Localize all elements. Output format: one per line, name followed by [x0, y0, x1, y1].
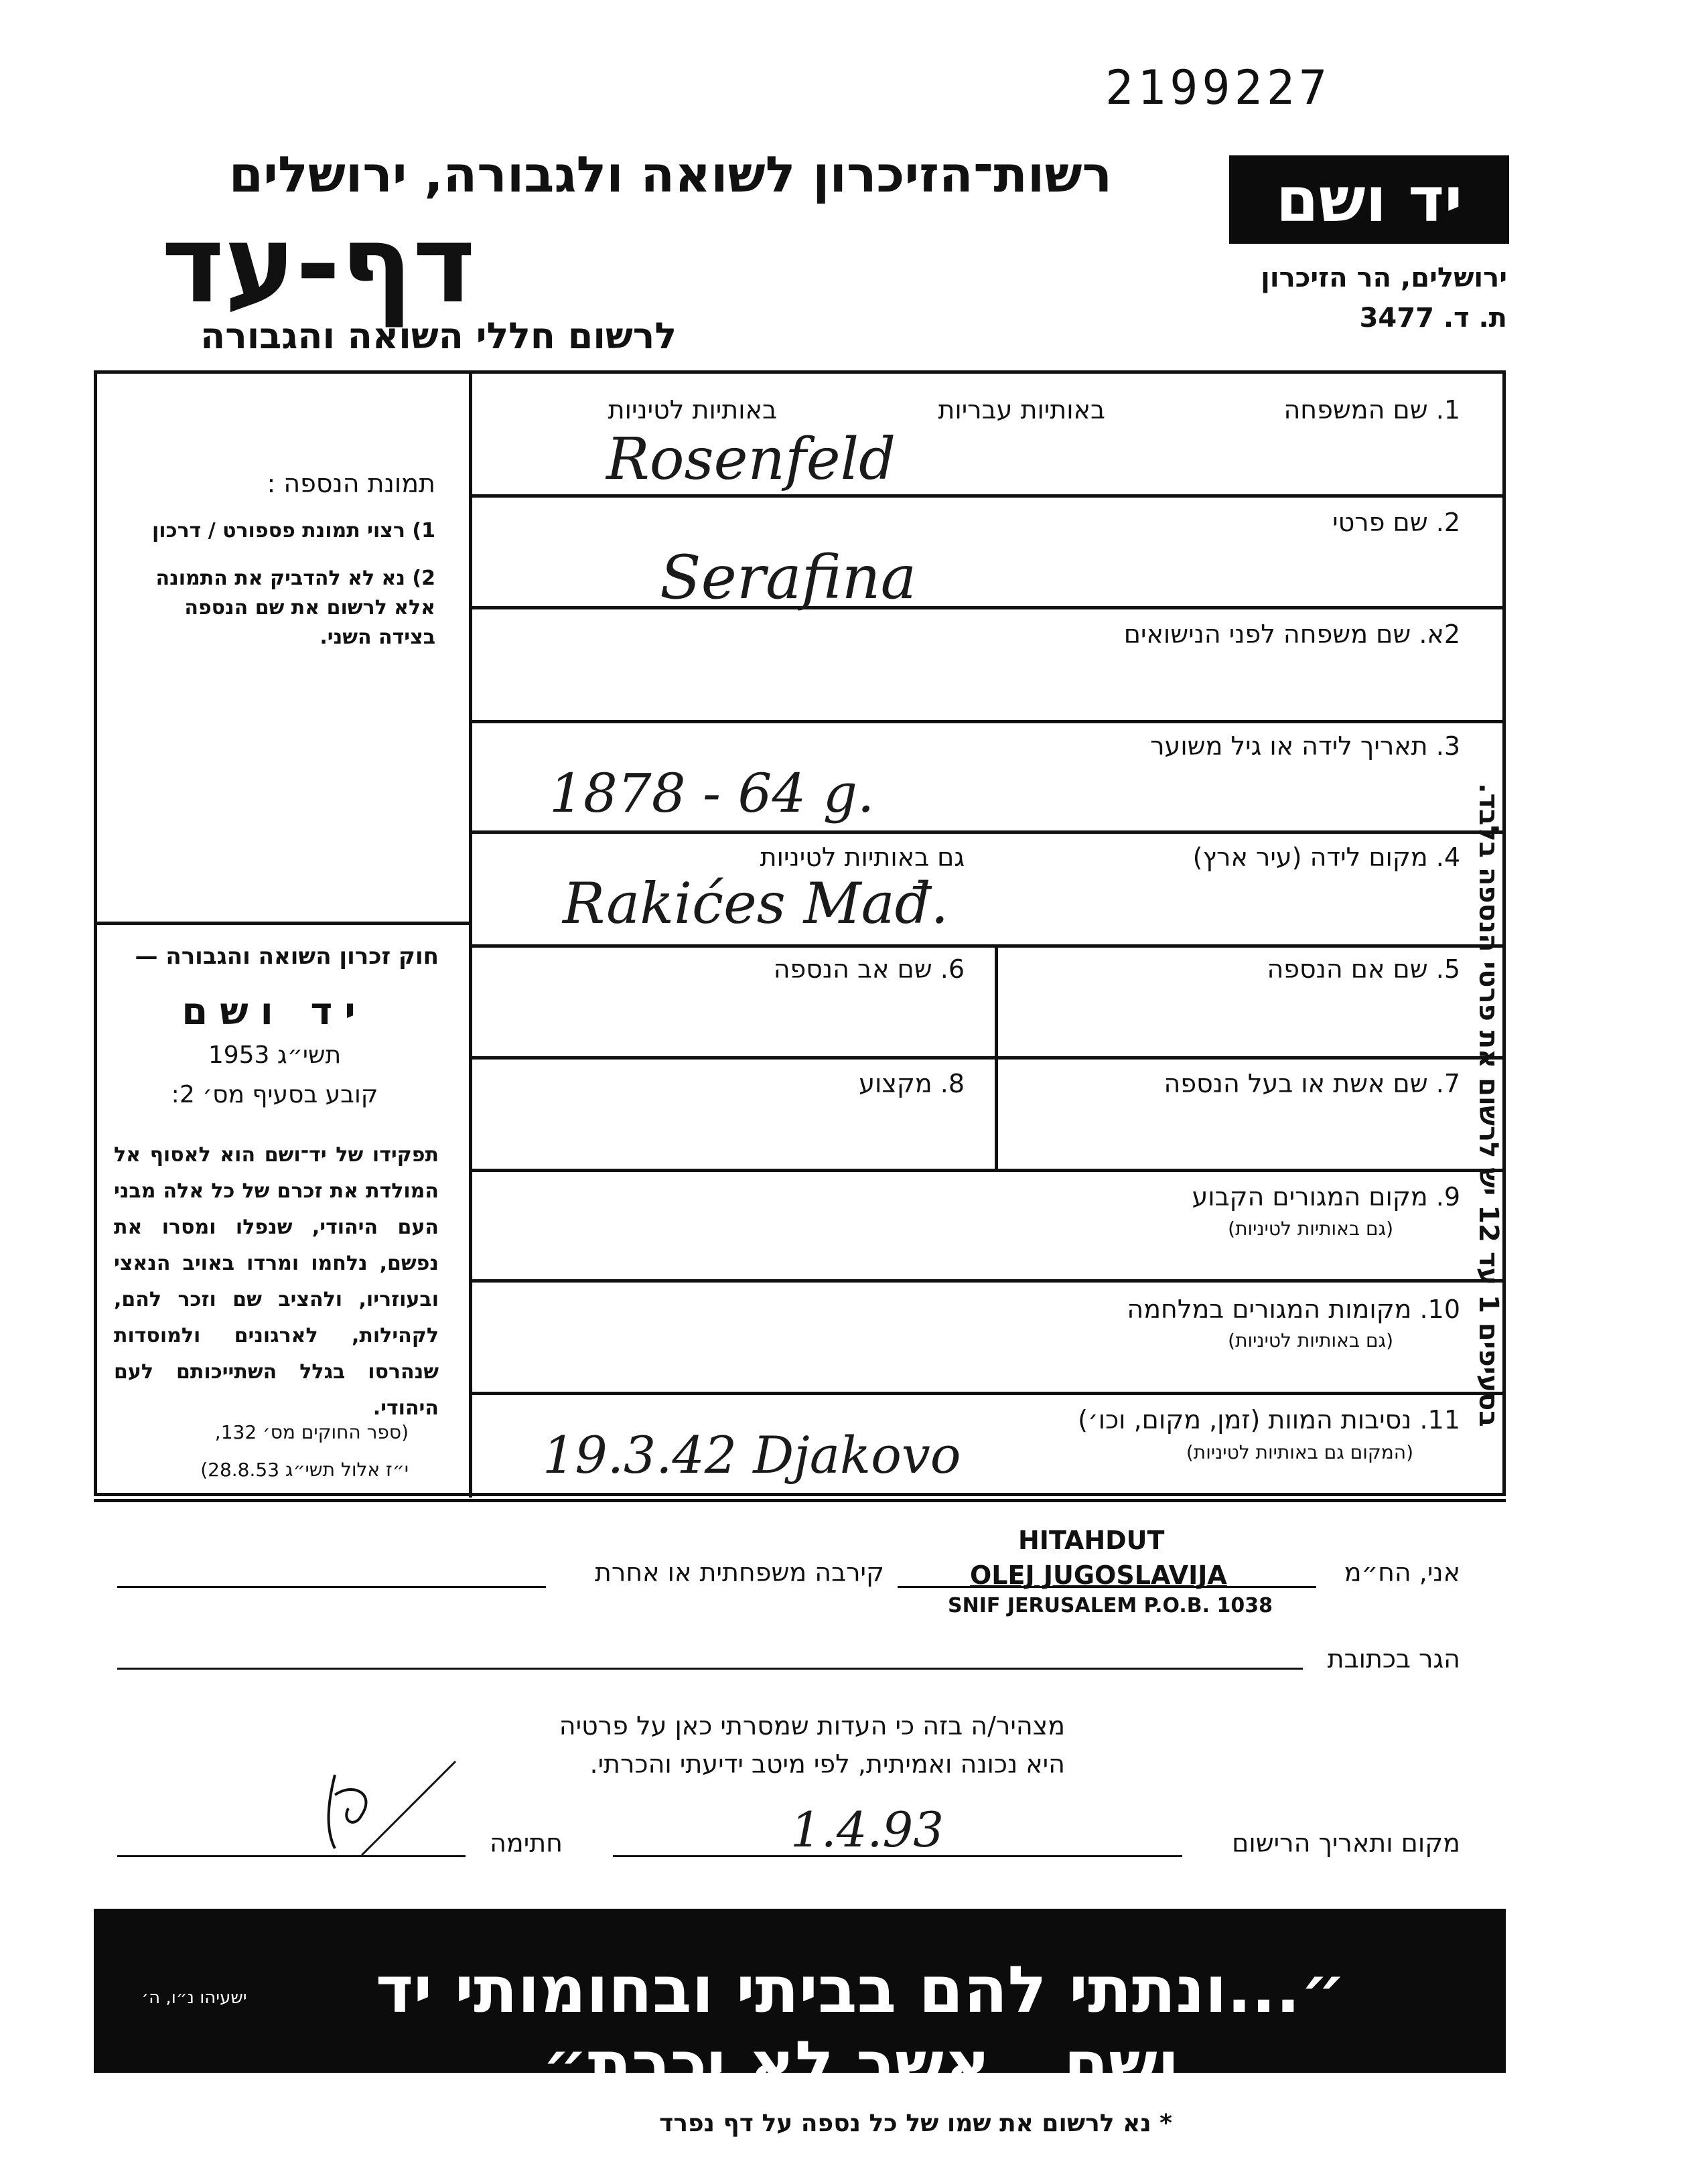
relation-line[interactable]: [117, 1586, 546, 1588]
field-birthplace-label: 4. מקום לידה (עיר ארץ): [1192, 843, 1460, 872]
stamp-line-2: OLEJ JUGOSLAVIJA: [970, 1560, 1227, 1590]
field-birthplace-value[interactable]: Rakićes Mađ.: [563, 871, 949, 936]
form-subtitle: לרשום חללי השואה והגבורה: [200, 315, 677, 357]
address-line: ירושלים, הר הזיכרון: [1261, 263, 1507, 293]
relation-label: קירבה משפחתית או אחרת: [594, 1558, 884, 1587]
law-heading: חוק זכרון השואה והגבורה —: [135, 943, 439, 970]
signature-label: חתימה: [490, 1828, 563, 1858]
field-permanent-residence-label: 9. מקום המגורים הקבוע: [1192, 1182, 1460, 1212]
form-title: דף-עד: [161, 202, 476, 327]
place-date-value[interactable]: 1.4.93: [790, 1802, 944, 1858]
column-divider: [469, 370, 472, 1498]
field-surname-latin-label: באותיות לטיניות: [608, 395, 777, 425]
law-source-date: י״ז אלול תשי״ג 28.8.53): [200, 1459, 409, 1481]
address-block: [1192, 258, 1507, 338]
law-year: תשי״ג 1953: [208, 1041, 342, 1069]
field-surname-value[interactable]: Rosenfeld: [606, 426, 896, 493]
law-text: תפקידו של יד־ושם הוא לאסוף אל המולדת את זכרם של כל אלה מבני העם היהודי, שנפלו ומסרו את נפשם, נלחמו ומרדו באויב הנאצי ובעוזריו, ולהציב שם וזכר להם, לקהילות, לארגונים ולמוסדות שנהרסו בגלל השתייכותם לעם היהודי.: [114, 1143, 439, 1420]
law-source: (ספר החוקים מס׳ 132,: [214, 1421, 409, 1443]
photo-note-2: 2) נא לא להדביק את התמונה אלא לרשום את שם הנספה בצידה השני.: [155, 567, 435, 649]
row-separator: [472, 830, 1506, 834]
form-number: 2199227: [1105, 60, 1332, 115]
banner-quote: ״...ונתתי להם בביתי ובחומותי יד ושם...אשר לא יכרת״: [375, 1952, 1346, 2102]
handwritten-signature: [288, 1755, 489, 1869]
row-separator: [472, 1169, 1506, 1172]
field-surname-label: 1. שם המשפחה: [1283, 395, 1460, 425]
field-birthplace-latin-label: גם באותיות לטיניות: [760, 843, 965, 872]
address-line-input[interactable]: [117, 1668, 1303, 1670]
banner-reference: ישעיהו נ״ו, ה׳: [141, 1988, 247, 2008]
bottom-note: * נא לרשום את שמו של כל נספה על דף נפרד: [659, 2110, 1172, 2137]
cell-divider: [995, 1056, 998, 1169]
field-birth-date-label: 3. תאריך לידה או גיל משוער: [1150, 731, 1460, 761]
row-separator: [472, 606, 1506, 609]
row-separator: [472, 720, 1506, 723]
place-date-label: מקום ותאריך הרישום: [1232, 1828, 1460, 1858]
row-separator: [472, 494, 1506, 498]
field-wartime-residence-sub: (גם באותיות לטיניות): [1228, 1329, 1393, 1352]
field-death-circumstances-label: 11. נסיבות המוות (זמן, מקום, וכו׳): [1078, 1405, 1460, 1435]
yad-vashem-logo: יד ושם: [1229, 155, 1509, 244]
photo-note-1: 1) רצוי תמונת פספורט / דרכון: [151, 519, 435, 542]
law-clause: קובע בסעיף מס׳ 2:: [171, 1081, 378, 1108]
org-title: רשות־הזיכרון לשואה ולגבורה, ירושלים: [228, 146, 1112, 204]
field-death-circumstances-sub: (המקום גם באותיות לטיניות): [1186, 1441, 1413, 1463]
left-panel-divider: [94, 922, 472, 925]
row-separator: [472, 1279, 1506, 1283]
law-title: יד ושם: [182, 990, 368, 1033]
field-first-name-label: 2. שם פרטי: [1332, 508, 1460, 537]
row-separator: [472, 944, 1506, 948]
photo-panel-title: תמונת הנספה :: [267, 469, 435, 498]
declaration-statement-2: היא נכונה ואמיתית, לפי מיטב ידיעתי והכרתי.: [589, 1749, 1065, 1779]
field-maiden-name-label: 2א. שם משפחה לפני הנישואים: [1123, 620, 1460, 649]
declarant-label: אני, הח״מ: [1344, 1558, 1460, 1587]
row-separator: [472, 1056, 1506, 1060]
stamp-line-3: SNIF JERUSALEM P.O.B. 1038: [948, 1594, 1273, 1617]
po-box: ת. ד. 3477: [1359, 303, 1507, 334]
field-mother-name-label: 5. שם אם הנספה: [1267, 954, 1460, 984]
row-separator: [472, 1392, 1506, 1395]
field-permanent-residence-sub: (גם באותיות לטיניות): [1228, 1218, 1393, 1240]
address-label: הגר בכתובת: [1327, 1644, 1460, 1674]
stamp-line-1: HITAHDUT: [1018, 1526, 1165, 1555]
field-father-name-label: 6. שם אב הנספה: [773, 954, 965, 984]
field-profession-label: 8. מקצוע: [859, 1069, 965, 1098]
field-spouse-name-label: 7. שם אשת או בעל הנספה: [1164, 1069, 1460, 1098]
field-surname-hebrew-label: באותיות עבריות: [938, 395, 1105, 425]
field-wartime-residence-label: 10. מקומות המגורים במלחמה: [1127, 1295, 1460, 1324]
side-note: בסעיפים 1 עד 12 יש לרשום את פרטי הנספה בלבד.: [1473, 783, 1504, 1427]
field-death-circumstances-value[interactable]: 19.3.42 Djakovo: [543, 1425, 961, 1485]
section-divider: [94, 1499, 1506, 1502]
field-first-name-value[interactable]: Serafina: [660, 542, 917, 613]
field-birth-date-value[interactable]: 1878 - 64 g.: [549, 762, 875, 824]
cell-divider: [995, 944, 998, 1058]
declaration-statement-1: מצהיר/ה בזה כי העדות שמסרתי כאן על פרטיה: [559, 1711, 1065, 1741]
